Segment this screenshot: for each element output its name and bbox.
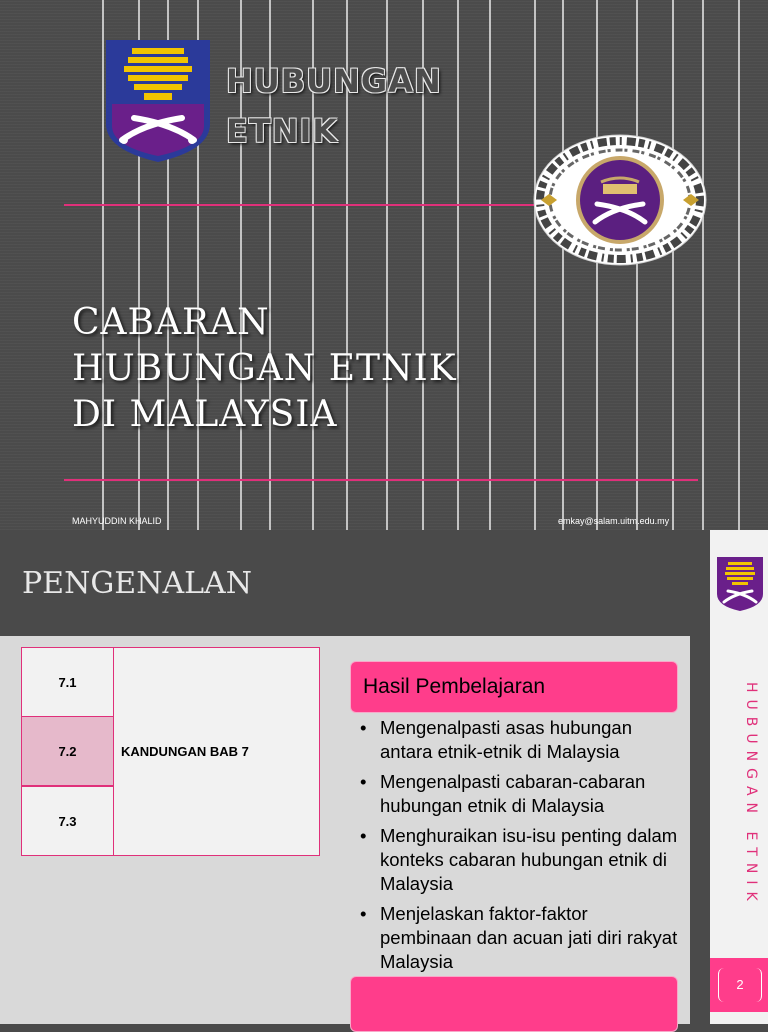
header-title — [226, 56, 442, 156]
learning-outcomes-list — [358, 716, 678, 980]
list-item: • Mengenalpasti cabaran-cabaran hubungan etnik di Malaysia — [358, 770, 678, 818]
main-title-line3: DI MALAYSIA — [72, 394, 338, 435]
divider-line-bottom — [64, 479, 698, 481]
header-title-line1: HUBUNGAN — [226, 62, 442, 100]
author-email: emkay@salam.uitm.edu.my — [558, 516, 670, 526]
slide-title: PENGENALAN — [22, 566, 252, 601]
header-title-line2: ETNIK — [226, 112, 339, 150]
author-name: MAHYUDDIN KHALID — [72, 516, 162, 526]
sidebar-label: HUBUNGAN ETNIK — [743, 682, 759, 908]
toc-content-label: KANDUNGAN BAB 7 — [113, 647, 320, 856]
main-title-line2: HUBUNGAN ETNIK — [72, 348, 457, 389]
page-number-box — [710, 958, 768, 1012]
toc-row-7-1[interactable]: 7.1 — [21, 647, 114, 717]
uitm-crest-icon — [104, 38, 212, 164]
uitm-calligraphy-seal-icon — [533, 134, 707, 266]
toc-row-7-3[interactable]: 7.3 — [21, 786, 114, 856]
sidebar-crest-icon — [716, 556, 764, 612]
list-item: • Mengenalpasti asas hubungan antara etnik-etnik di Malaysia — [358, 716, 678, 764]
learning-outcomes-heading: Hasil Pembelajaran — [350, 661, 678, 713]
main-title — [72, 300, 457, 438]
content-slide — [0, 530, 768, 1024]
divider-line-top — [64, 204, 534, 206]
main-title-line1: CABARAN — [72, 302, 270, 343]
toc-row-7-2[interactable]: 7.2 — [21, 716, 114, 786]
list-item: • Menghuraikan isu-isu penting dalam konteks cabaran hubungan etnik di Malaysia — [358, 824, 678, 896]
page-number: 2 — [718, 968, 762, 1002]
list-item: • Menjelaskan faktor-faktor pembinaan dan acuan jati diri rakyat Malaysia — [358, 902, 678, 974]
